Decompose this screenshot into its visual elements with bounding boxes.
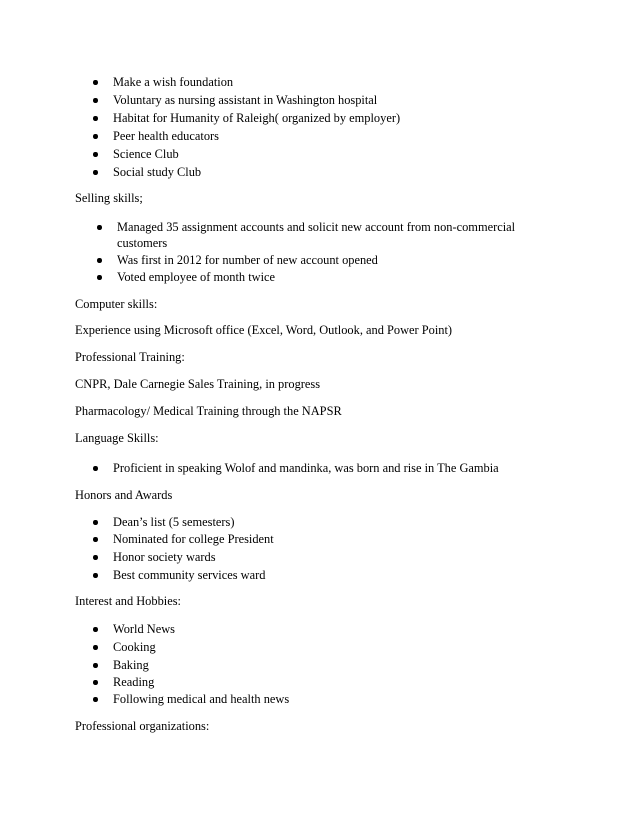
bullet-icon <box>93 98 98 103</box>
bullet-icon <box>93 170 98 175</box>
computer-skills-text: Experience using Microsoft office (Excel, Word, Outlook, and Power Point) <box>75 323 453 337</box>
section-heading-honors: Honors and Awards <box>75 488 173 502</box>
bullet-icon <box>93 697 98 702</box>
section-heading-training: Professional Training: <box>75 350 185 364</box>
section-heading-interests: Interest and Hobbies: <box>75 594 181 608</box>
bullet-icon <box>93 680 98 685</box>
bullet-icon <box>93 627 98 632</box>
bullet-icon <box>93 573 98 578</box>
bullet-icon <box>97 225 102 230</box>
list-item-continuation: customers <box>117 236 168 250</box>
bullet-icon <box>93 537 98 542</box>
bullet-icon <box>93 152 98 157</box>
bullet-icon <box>93 80 98 85</box>
resume-page: Make a wish foundation Voluntary as nursing assistant in Washington hospital Habitat for Humanity of Raleigh( organized by employer) Peer health educators Science Club Social study Club Selling skills; Managed 35 assignment accounts and solicit new account from non-commercial customers Was first in 2012 for number of new account opened Voted employee of month twice Computer skills: Experience using Microsoft office (Excel, Word, Outlook, and Power Point) Professional Training: CNPR, Dale Carnegie Sales Training, in progress Pharmacology/ Medical Training through the NAPSR Language Skills: Proficient in speaking Wolof and mandinka, was born and rise in The Gambia Honors and Awards Dean’s list (5 semesters) Nominated for college President Honor society wards Best community services ward Interest and Hobbies: World News Cooking Baking Reading Following medical and health news Professional organizations: <box>75 75 516 733</box>
bullet-icon <box>93 645 98 650</box>
training-line-2: Pharmacology/ Medical Training through the NAPSR <box>75 404 342 418</box>
training-line-1: CNPR, Dale Carnegie Sales Training, in progress <box>75 377 321 391</box>
bullet-icon <box>93 134 98 139</box>
bullet-icon <box>93 520 98 525</box>
section-heading-computer: Computer skills: <box>75 297 158 311</box>
section-heading-organizations: Professional organizations: <box>75 719 210 733</box>
bullet-icon <box>97 275 102 280</box>
bullet-icon <box>97 258 102 263</box>
bullet-icon <box>93 116 98 121</box>
section-heading-selling: Selling skills; <box>75 191 143 205</box>
section-heading-language: Language Skills: <box>75 431 159 445</box>
bullet-icon <box>93 663 98 668</box>
bullet-icon <box>93 466 98 471</box>
bullet-icon <box>93 555 98 560</box>
